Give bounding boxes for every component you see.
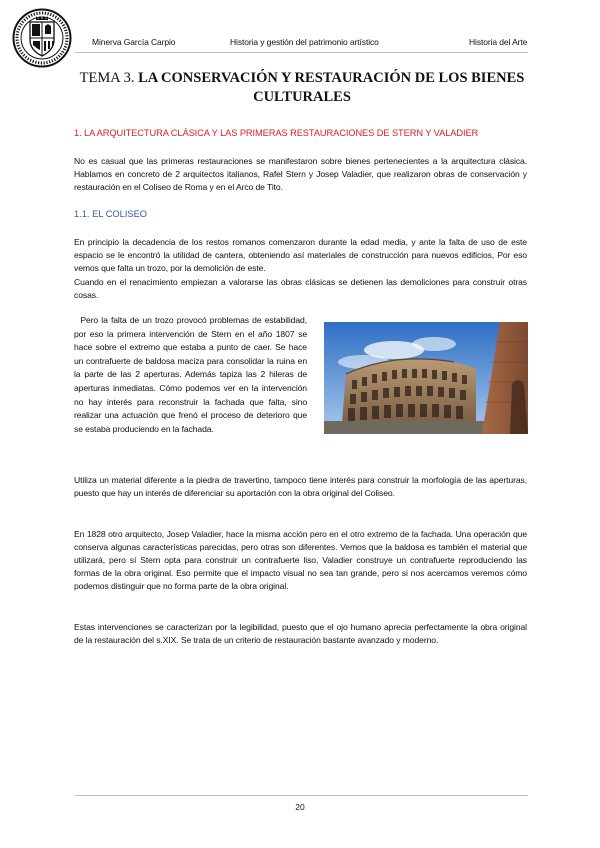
header-author: Minerva García Carpio	[92, 37, 176, 47]
paragraph-legibility: Estas intervenciones se caracterizan por la legibilidad, puesto que el ojo humano aprecia perfectamente la obra original de la restauración del s.XIX. Se trata de un criterio de restauración bastante avanzado y moderno.	[74, 622, 527, 645]
footer-divider	[75, 795, 528, 796]
paragraph-decline: En principio la decadencia de los restos romanos comenzaron durante la edad media, y ante la falta de uso de este espacio se le encontró la utilidad de cantera, obteniendo así materiales de construcción para nuevos edificios, Por eso vemos que falta un trozo, por la demolición de este.	[74, 237, 527, 273]
university-seal-logo	[12, 8, 72, 68]
title-main: LA CONSERVACIÓN Y RESTAURACIÓN DE LOS BIENES CULTURALES	[138, 70, 525, 105]
header-course: Historia y gestión del patrimonio artístico	[230, 37, 379, 47]
colosseum-photo	[324, 322, 528, 434]
section-heading: 1. LA ARQUITECTURA CLÁSICA Y LAS PRIMERAS RESTAURACIONES DE STERN Y VALADIER	[74, 128, 479, 138]
subsection-heading: 1.1. EL COLISEO	[74, 209, 148, 219]
paragraph-material: Utiliza un material diferente a la piedra de travertino, tampoco tiene interés para construir la morfología de las aperturas, puesto que hay un interés de diferenciar su aportación con la obra original del Coliseo.	[74, 475, 527, 498]
header-subject: Historia del Arte	[469, 37, 528, 47]
paragraph-stern: Pero la falta de un trozo provocó problemas de estabilidad, por eso la primera intervención de Stern en el año 1807 se hace sobre el extremo que estaba a punto de caer. Se hace un contrafuerte de baldosa maciza para consolidar la ruina en la parte de las 2 aperturas. Además tapiza las 2 hileras de aperturas inmediatas. Cómo podemos ver en la intervención no hay interés para reconstruir la fachada que falta, sino realizar una actuación que frenó el proceso de deterioro que se estaba produciendo en la fachada.	[74, 315, 310, 434]
document-title	[74, 69, 530, 107]
paragraph-valadier: En 1828 otro arquitecto, Josep Valadier, hace la misma acción pero en el otro extremo de la fachada. Una operación que conserva algunas características parecidas, pero otras son diferentes. Vemos que la baldosa es también el material que utilizará, pero sí Stern opta para construir un contrafuerte liso, Valadier construye un contrafuerte reproduciendo las formas de la obra original. Eso permite que el impacto visual no sea tan grande, pero si nos acercamos veremos cómo podemos distinguir que no forma parte de la obra original.	[74, 529, 527, 591]
section-intro-paragraph: No es casual que las primeras restauraciones se manifestaron sobre bienes pertenecientes a la arquitectura clásica. Hablamos en concreto de 2 arquitectos italianos, Rafel Stern y Josep Valadier, que realizaron obras de conservación y restauración en el Coliseo de Roma y en el Arco de Tito.	[74, 156, 527, 192]
paragraph-renaissance: Cuando en el renacimiento empiezan a valorarse las obras clásicas se detienen las demoliciones para construir otras cosas.	[74, 277, 527, 300]
title-tema: TEMA 3.	[79, 70, 135, 86]
header-divider	[75, 52, 528, 53]
page-number: 20	[295, 802, 305, 812]
